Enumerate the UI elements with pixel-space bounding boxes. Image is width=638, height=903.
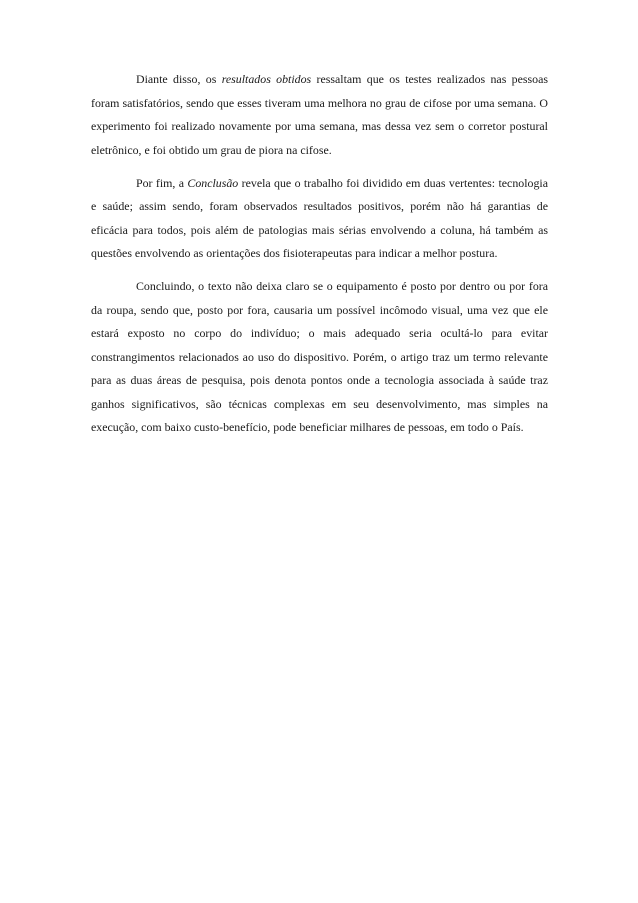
italic-term-conclusao: Conclusão <box>187 175 239 190</box>
text-run: ressaltam que os testes realizados nas pessoas foram satisfatórios, sendo que esses tiveram uma melhora no grau de cifose por uma semana. O experimento foi realizado novamente por uma semana, mas dessa vez sem o corretor postural eletrônico, e foi obtido um grau de piora na cifose. <box>91 72 548 157</box>
paragraph-conclusion-summary <box>91 172 548 266</box>
paragraph-final-remarks <box>91 275 548 440</box>
paragraph-results <box>91 68 548 162</box>
italic-term-resultados-obtidos: resultados obtidos <box>221 72 312 86</box>
text-run: Concluindo, o texto não deixa claro se o equipamento é posto por dentro ou por fora da roupa, sendo que, posto por fora, causaria um possível incômodo visual, uma vez que ele estará exposto no corpo do indivíduo; o mais adequado seria ocultá-lo para evitar constrangimentos relacionados ao uso do dispositivo. Porém, o artigo traz um termo relevante para as duas áreas de pesquisa, pois denota pontos onde a tecnologia associada à saúde traz ganhos significativos, são técnicas complexas em seu desenvolvimento, mas simples na execução, com baixo custo-benefício, pode beneficiar milhares de pessoas, em todo o País. <box>91 279 548 434</box>
text-run: Por fim, a <box>136 175 188 190</box>
text-run: Diante disso, os <box>136 72 222 86</box>
body-text <box>91 68 548 440</box>
text-run: revela que o trabalho foi dividido em duas vertentes: tecnologia e saúde; assim sendo, foram observados resultados positivos, porém não há garantias de eficácia para todos, pois além de patologias mais sérias envolvendo a coluna, há também as questões envolvendo as orientações dos fisioterapeutas para indicar a melhor postura. <box>91 175 548 260</box>
